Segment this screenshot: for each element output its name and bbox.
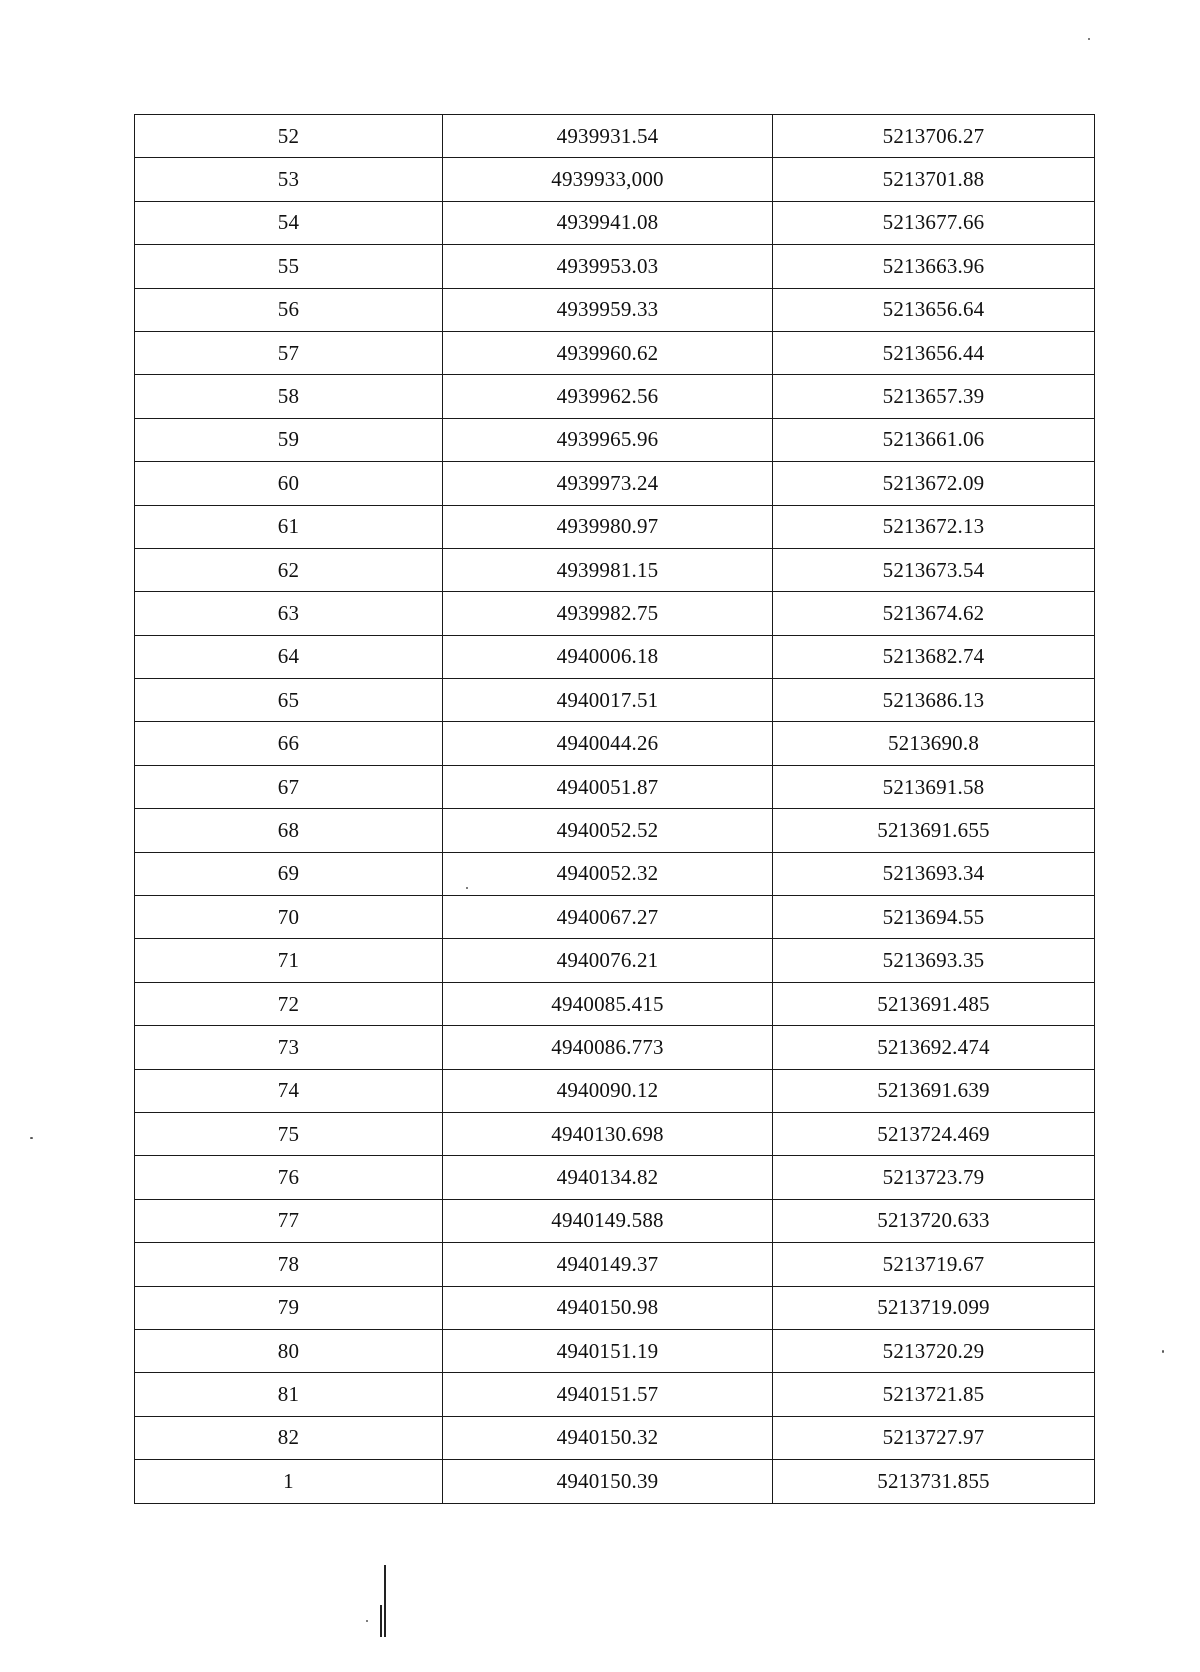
point-number-cell: 82	[135, 1416, 443, 1459]
table-row	[135, 115, 1095, 158]
y-coordinate-cell: 5213693.34	[773, 852, 1095, 895]
point-number-cell: 66	[135, 722, 443, 765]
y-coordinate-cell: 5213701.88	[773, 158, 1095, 201]
table-row	[135, 418, 1095, 461]
y-coordinate-cell: 5213686.13	[773, 679, 1095, 722]
x-coordinate-cell: 4940052.52	[443, 809, 773, 852]
point-number-cell: 74	[135, 1069, 443, 1112]
y-coordinate-cell: 5213719.099	[773, 1286, 1095, 1329]
x-coordinate-cell: 4940006.18	[443, 635, 773, 678]
x-coordinate-cell: 4939941.08	[443, 201, 773, 244]
y-coordinate-cell: 5213706.27	[773, 115, 1095, 158]
point-number-cell: 67	[135, 765, 443, 808]
x-coordinate-cell: 4940149.588	[443, 1199, 773, 1242]
x-coordinate-cell: 4939960.62	[443, 331, 773, 374]
x-coordinate-cell: 4940151.57	[443, 1373, 773, 1416]
point-number-cell: 79	[135, 1286, 443, 1329]
point-number-cell: 57	[135, 331, 443, 374]
point-number-cell: 63	[135, 592, 443, 635]
y-coordinate-cell: 5213690.8	[773, 722, 1095, 765]
table-row	[135, 679, 1095, 722]
y-coordinate-cell: 5213663.96	[773, 245, 1095, 288]
x-coordinate-cell: 4939981.15	[443, 548, 773, 591]
point-number-cell: 1	[135, 1460, 443, 1503]
x-coordinate-cell: 4940076.21	[443, 939, 773, 982]
point-number-cell: 56	[135, 288, 443, 331]
y-coordinate-cell: 5213727.97	[773, 1416, 1095, 1459]
x-coordinate-cell: 4940086.773	[443, 1026, 773, 1069]
table-row	[135, 722, 1095, 765]
scan-speck	[366, 1620, 368, 1622]
y-coordinate-cell: 5213691.655	[773, 809, 1095, 852]
y-coordinate-cell: 5213721.85	[773, 1373, 1095, 1416]
table-row	[135, 158, 1095, 201]
table-row	[135, 1243, 1095, 1286]
point-number-cell: 72	[135, 982, 443, 1025]
point-number-cell: 64	[135, 635, 443, 678]
x-coordinate-cell: 4940044.26	[443, 722, 773, 765]
y-coordinate-cell: 5213720.29	[773, 1329, 1095, 1372]
table-row	[135, 1156, 1095, 1199]
x-coordinate-cell: 4939980.97	[443, 505, 773, 548]
x-coordinate-cell: 4940090.12	[443, 1069, 773, 1112]
y-coordinate-cell: 5213657.39	[773, 375, 1095, 418]
y-coordinate-cell: 5213693.35	[773, 939, 1095, 982]
y-coordinate-cell: 5213656.64	[773, 288, 1095, 331]
table-row	[135, 852, 1095, 895]
x-coordinate-cell: 4940051.87	[443, 765, 773, 808]
point-number-cell: 52	[135, 115, 443, 158]
table-row	[135, 375, 1095, 418]
scan-mark	[384, 1565, 386, 1637]
point-number-cell: 54	[135, 201, 443, 244]
table-row	[135, 1460, 1095, 1503]
x-coordinate-cell: 4939931.54	[443, 115, 773, 158]
x-coordinate-cell: 4940150.98	[443, 1286, 773, 1329]
point-number-cell: 78	[135, 1243, 443, 1286]
x-coordinate-cell: 4940150.39	[443, 1460, 773, 1503]
table-row	[135, 592, 1095, 635]
point-number-cell: 80	[135, 1329, 443, 1372]
point-number-cell: 68	[135, 809, 443, 852]
point-number-cell: 62	[135, 548, 443, 591]
x-coordinate-cell: 4939959.33	[443, 288, 773, 331]
x-coordinate-cell: 4940150.32	[443, 1416, 773, 1459]
table-row	[135, 1112, 1095, 1155]
scan-speck	[30, 1137, 33, 1139]
x-coordinate-cell: 4940149.37	[443, 1243, 773, 1286]
y-coordinate-cell: 5213692.474	[773, 1026, 1095, 1069]
table-row	[135, 331, 1095, 374]
scan-mark	[380, 1605, 382, 1637]
point-number-cell: 76	[135, 1156, 443, 1199]
scan-speck	[1162, 1350, 1164, 1353]
coordinate-table	[134, 114, 1095, 1504]
point-number-cell: 70	[135, 896, 443, 939]
table-row	[135, 548, 1095, 591]
y-coordinate-cell: 5213691.639	[773, 1069, 1095, 1112]
table-row	[135, 896, 1095, 939]
y-coordinate-cell: 5213719.67	[773, 1243, 1095, 1286]
table-row	[135, 939, 1095, 982]
y-coordinate-cell: 5213691.485	[773, 982, 1095, 1025]
point-number-cell: 53	[135, 158, 443, 201]
y-coordinate-cell: 5213691.58	[773, 765, 1095, 808]
point-number-cell: 65	[135, 679, 443, 722]
x-coordinate-cell: 4939965.96	[443, 418, 773, 461]
y-coordinate-cell: 5213672.13	[773, 505, 1095, 548]
y-coordinate-cell: 5213694.55	[773, 896, 1095, 939]
point-number-cell: 58	[135, 375, 443, 418]
table-row	[135, 1286, 1095, 1329]
coordinate-table-body	[135, 115, 1095, 1504]
point-number-cell: 81	[135, 1373, 443, 1416]
x-coordinate-cell: 4940151.19	[443, 1329, 773, 1372]
table-row	[135, 982, 1095, 1025]
point-number-cell: 55	[135, 245, 443, 288]
y-coordinate-cell: 5213724.469	[773, 1112, 1095, 1155]
table-row	[135, 288, 1095, 331]
point-number-cell: 59	[135, 418, 443, 461]
y-coordinate-cell: 5213656.44	[773, 331, 1095, 374]
table-row	[135, 1199, 1095, 1242]
point-number-cell: 61	[135, 505, 443, 548]
point-number-cell: 77	[135, 1199, 443, 1242]
x-coordinate-cell: 4940085.415	[443, 982, 773, 1025]
y-coordinate-cell: 5213677.66	[773, 201, 1095, 244]
y-coordinate-cell: 5213674.62	[773, 592, 1095, 635]
table-row	[135, 201, 1095, 244]
x-coordinate-cell: 4940017.51	[443, 679, 773, 722]
point-number-cell: 73	[135, 1026, 443, 1069]
x-coordinate-cell: 4939982.75	[443, 592, 773, 635]
table-row	[135, 1026, 1095, 1069]
table-row	[135, 635, 1095, 678]
table-row	[135, 1329, 1095, 1372]
x-coordinate-cell: 4940130.698	[443, 1112, 773, 1155]
x-coordinate-cell: 4940052.32	[443, 852, 773, 895]
y-coordinate-cell: 5213731.855	[773, 1460, 1095, 1503]
y-coordinate-cell: 5213672.09	[773, 462, 1095, 505]
point-number-cell: 60	[135, 462, 443, 505]
table-row	[135, 809, 1095, 852]
y-coordinate-cell: 5213723.79	[773, 1156, 1095, 1199]
table-row	[135, 1373, 1095, 1416]
scan-speck	[1088, 38, 1090, 40]
x-coordinate-cell: 4939953.03	[443, 245, 773, 288]
table-row	[135, 1069, 1095, 1112]
table-row	[135, 462, 1095, 505]
point-number-cell: 69	[135, 852, 443, 895]
point-number-cell: 75	[135, 1112, 443, 1155]
point-number-cell: 71	[135, 939, 443, 982]
table-row	[135, 245, 1095, 288]
table-row	[135, 505, 1095, 548]
table-row	[135, 765, 1095, 808]
table-row	[135, 1416, 1095, 1459]
x-coordinate-cell: 4940134.82	[443, 1156, 773, 1199]
x-coordinate-cell: 4939933,000	[443, 158, 773, 201]
x-coordinate-cell: 4940067.27	[443, 896, 773, 939]
y-coordinate-cell: 5213682.74	[773, 635, 1095, 678]
y-coordinate-cell: 5213673.54	[773, 548, 1095, 591]
scan-speck	[466, 887, 468, 889]
y-coordinate-cell: 5213661.06	[773, 418, 1095, 461]
y-coordinate-cell: 5213720.633	[773, 1199, 1095, 1242]
x-coordinate-cell: 4939962.56	[443, 375, 773, 418]
x-coordinate-cell: 4939973.24	[443, 462, 773, 505]
